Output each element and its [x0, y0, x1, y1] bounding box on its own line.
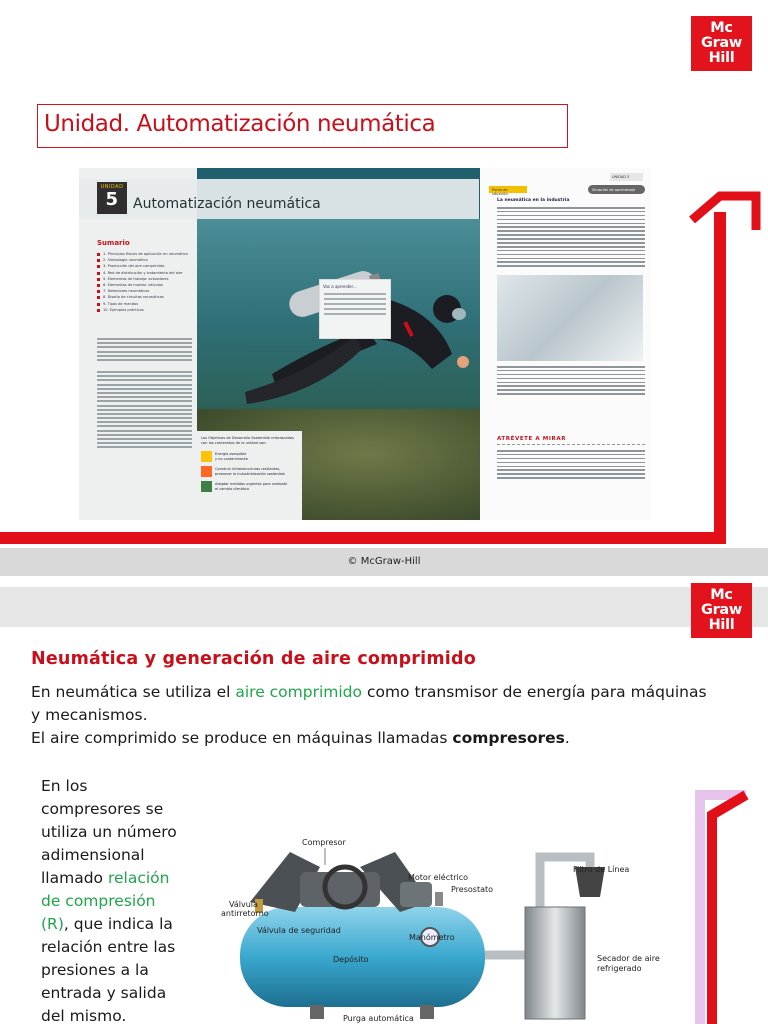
- sumario-item-label: 4. Red de distribución y tratamiento del aire: [103, 270, 183, 275]
- label-motor-electrico: Motor eléctrico: [408, 873, 469, 882]
- atrevete-heading: ATRÉVETE A MIRAR: [497, 436, 567, 442]
- copyright-text: © McGraw-Hill: [347, 556, 421, 567]
- bullet-icon: [97, 253, 100, 256]
- left-body-text-1: [97, 338, 192, 363]
- label-filtro-linea: Filtro de Línea: [573, 865, 630, 874]
- slide-2: [0, 577, 768, 1024]
- p1-text-after: como transmisor de energía para máquinas: [362, 683, 707, 701]
- bullet-icon: [97, 296, 100, 299]
- right-page-tag: UNIDAD 5: [610, 173, 643, 181]
- label-presostato: Presostato: [451, 885, 494, 894]
- logo-text-graw: Graw: [700, 602, 743, 618]
- unit-badge-label: UNIDAD: [100, 184, 124, 190]
- slide-2-top-bar: [0, 587, 768, 627]
- right-page-photo: [497, 275, 643, 361]
- term-relacion: relación: [107, 869, 170, 887]
- slide-title-box: [37, 104, 568, 148]
- side-line: relación entre las: [41, 938, 176, 956]
- p2-text: El aire comprimido se produce en máquinas llamadas: [31, 729, 453, 747]
- side-line: , que indica la: [63, 915, 173, 933]
- sumario-item-label: 7. Detectores neumáticos: [103, 289, 150, 294]
- left-body-text-2: [97, 371, 192, 451]
- right-body-text-1: [497, 207, 645, 269]
- sumario-title: Sumario: [97, 239, 130, 247]
- sumario-item-label: 2. Simbología neumática: [103, 258, 148, 263]
- logo-text-graw: Graw: [700, 35, 743, 51]
- term-r: (R): [41, 915, 64, 933]
- side-line: compresores se: [41, 800, 164, 818]
- sumario-list: [97, 252, 192, 314]
- red-frame-bottom: [0, 532, 726, 544]
- right-body-text-3: [497, 450, 645, 481]
- label-refrigerado: refrigerado: [597, 964, 642, 973]
- bullet-icon: [97, 284, 100, 287]
- side-line: llamado: [41, 869, 108, 887]
- compressor-diagram: [195, 827, 665, 1024]
- side-paragraph: [41, 775, 191, 1024]
- label-valvula-seguridad: Válvula de seguridad: [257, 926, 341, 935]
- paragraph-1: [31, 681, 707, 727]
- atrevete-divider: [497, 444, 645, 445]
- label-purga-automatica: Purga automática: [343, 1014, 414, 1023]
- bullet-icon: [97, 303, 100, 306]
- mcgraw-hill-logo: [691, 16, 752, 71]
- p1-line-2: y mecanismos.: [31, 706, 148, 724]
- slide-title: Unidad. Automatización neumática: [44, 111, 436, 137]
- p2-text-after: .: [564, 729, 570, 747]
- bullet-icon: [97, 272, 100, 275]
- side-line: presiones a la: [41, 961, 149, 979]
- sumario-item-label: 8. Diseño de circuitos neumáticos: [103, 295, 164, 300]
- red-arrow-icon: [676, 190, 768, 250]
- label-antirretorno: antirretorno: [221, 909, 269, 918]
- label-valvula: Válvula: [229, 900, 258, 909]
- sumario-item-label: 9. Tipos de mandos: [103, 301, 139, 306]
- vas-a-aprender-box: Vas a aprender...: [319, 279, 391, 339]
- book-unit-title: Automatización neumática: [133, 196, 321, 212]
- term-de-compresion: de compresión: [41, 892, 156, 910]
- label-secador: Secador de aire: [597, 954, 660, 963]
- side-line: entrada y salida: [41, 984, 167, 1002]
- slide-footer: [0, 548, 768, 576]
- sumario-item-label: 3. Producción del aire comprimido: [103, 264, 165, 269]
- slide-2-heading: Neumática y generación de aire comprimido: [31, 649, 476, 669]
- logo-text-mc: Mc: [710, 20, 733, 36]
- red-arrow-icon-2: [690, 787, 768, 1024]
- bullet-icon: [97, 278, 100, 281]
- sumario-item-label: 6. Elementos de mando: válvulas: [103, 282, 163, 287]
- sumario-item-label: 1. Principios físicos de aplicación en neumática: [103, 252, 188, 256]
- bullet-icon: [97, 290, 100, 293]
- right-page-yellow-tag: Punto de situación: [489, 186, 527, 193]
- side-line: del mismo.: [41, 1007, 127, 1024]
- bullet-icon: [97, 259, 100, 262]
- term-compresores: compresores: [452, 729, 565, 747]
- unit-number: 5: [105, 189, 119, 210]
- red-frame-right: [714, 212, 726, 544]
- label-compresor: Compresor: [302, 838, 346, 847]
- term-aire-comprimido: aire comprimido: [235, 683, 363, 701]
- bullet-icon: [97, 309, 100, 312]
- ods-box: Los Objetivos de Desarrollo Sostenible relacionados con los contenidos de la unidad son: Energía asequible y no contaminante Construir infraestructuras resilientes, promover la industrialización sostenible Adoptar medidas urgentes para combatir el cambio climático: [197, 431, 302, 520]
- sumario-item-label: 10. Ejemplos prácticos: [103, 307, 144, 312]
- bullet-icon: [97, 265, 100, 268]
- logo-text-hill: Hill: [708, 50, 735, 66]
- logo-text-mc: Mc: [710, 587, 733, 603]
- logo-text-hill: Hill: [708, 617, 735, 633]
- unit-badge: [97, 182, 127, 214]
- sumario-item-label: 5. Elementos de trabajo: actuadores: [103, 276, 169, 281]
- book-spread-image: [79, 168, 651, 520]
- mcgraw-hill-logo-2: [691, 583, 752, 638]
- side-line: adimensional: [41, 846, 145, 864]
- right-page-heading: La neumática en la industria: [497, 198, 570, 203]
- label-deposito: Depósito: [333, 955, 369, 964]
- side-line: En los: [41, 777, 88, 795]
- p1-text: En neumática se utiliza el: [31, 683, 236, 701]
- side-line: utiliza un número: [41, 823, 177, 841]
- paragraph-2: [31, 727, 570, 750]
- book-right-page: [480, 168, 651, 520]
- label-manometro: Manómetro: [409, 933, 455, 942]
- right-page-pill: Situación de aprendizaje: [588, 185, 645, 194]
- right-body-text-2: [497, 366, 645, 397]
- sumario-item: [97, 308, 192, 314]
